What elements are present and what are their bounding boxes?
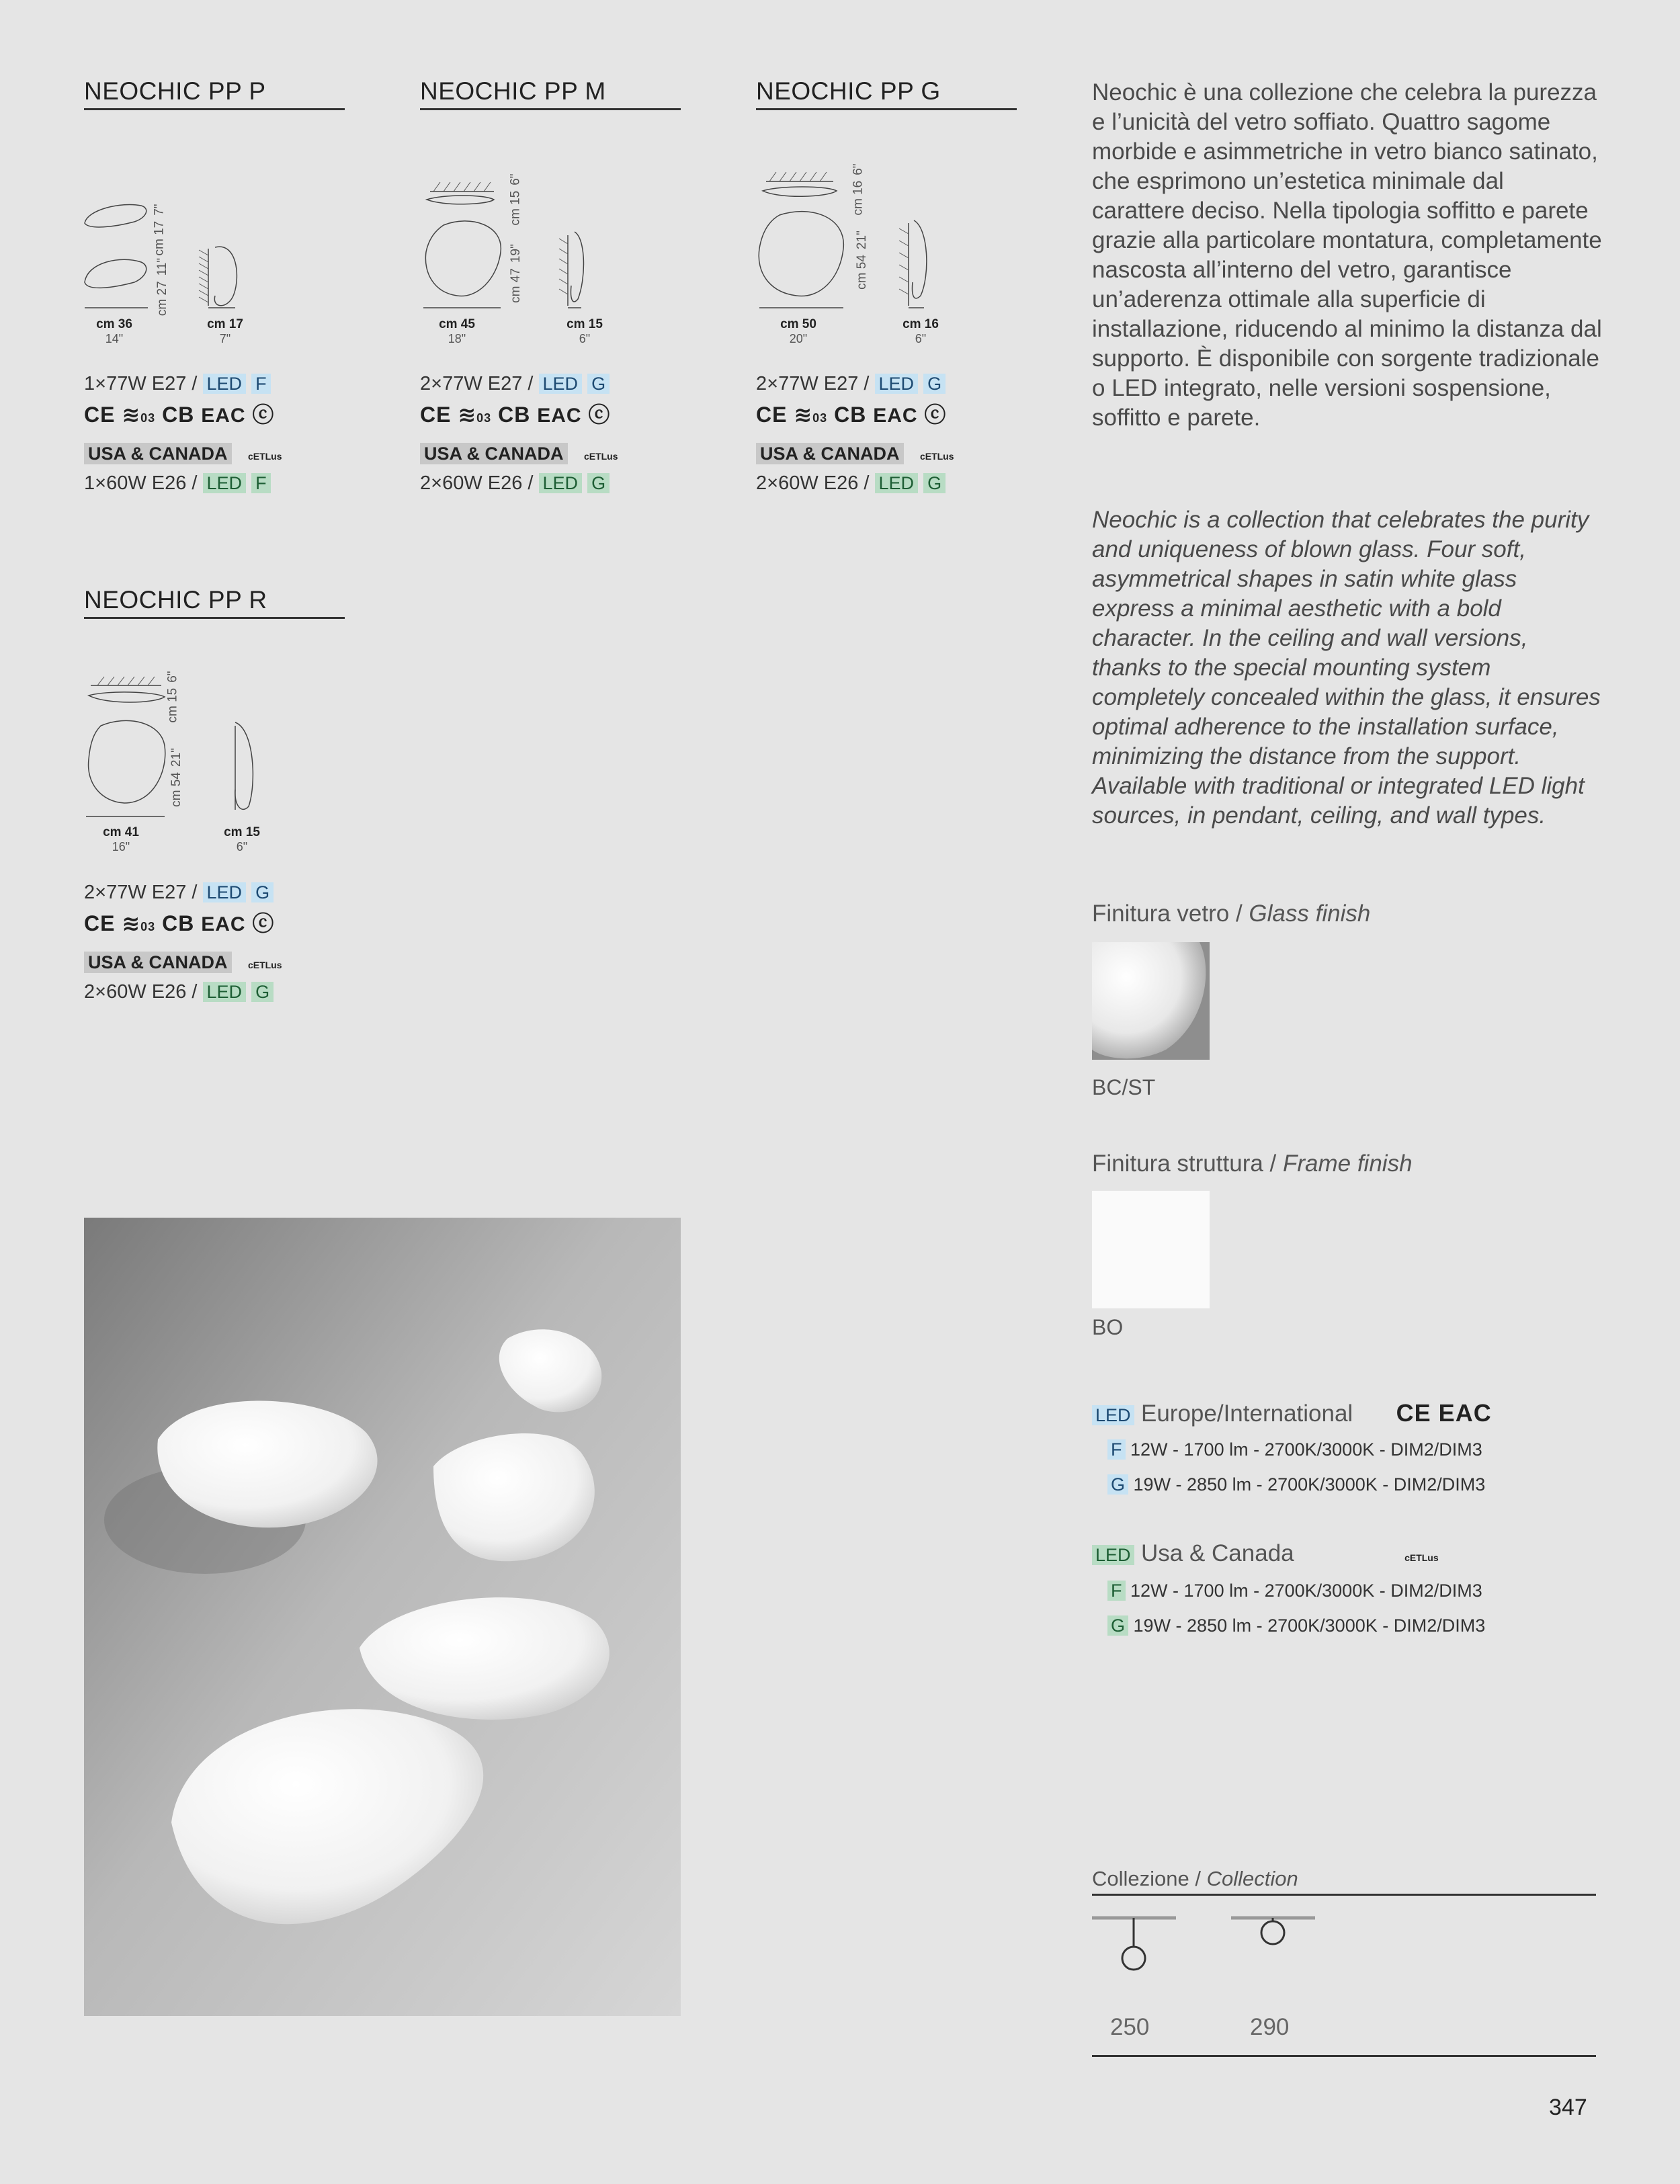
- description-italian: Neochic è una collezione che celebra la purezza e l’unicità del vetro soffiato. Quattro sagome morbide e asimmetriche in vetro bianco satinato, che esprimono un’estetica minimale dal carattere deciso. Nella tipologia soffitto e parete grazie alla particolare montatura, completamente nascosta all’interno del vetro, garantisce un’aderenza ottimale alla superficie di installazione, riducendo al minimo la distanza dal supporto. È disponibile con sorgente tradizionale o LED integrato, nelle versioni sospensione, soffitto e parete.: [1092, 79, 1602, 431]
- spec-us: 2×60W E26 / LED G: [84, 981, 274, 1003]
- product-photo: [84, 1218, 681, 2016]
- dim-depth: cm 16 6": [902, 317, 939, 345]
- product-title: NEOCHIC PP R: [84, 586, 345, 619]
- product-title: NEOCHIC PP P: [84, 77, 345, 110]
- frame-finish-code: BO: [1092, 1315, 1124, 1339]
- frame-finish-label: Finitura struttura / Frame finish: [1092, 1150, 1413, 1177]
- dim-width: cm 50 20": [780, 317, 816, 345]
- dim-width: cm 41 16": [103, 825, 139, 853]
- collection-bottom-rule: [1092, 2055, 1596, 2057]
- dim-height-1: cm 156": [508, 173, 523, 226]
- spec-eu: 2×77W E27 / LED G: [84, 882, 274, 904]
- glass-finish-swatch: [1092, 942, 1210, 1060]
- dim-height-2: cm 5421": [169, 748, 183, 807]
- dim-depth: cm 15 6": [566, 317, 603, 345]
- spec-us: 2×60W E26 / LED G: [756, 472, 946, 495]
- led-eu-row: F 12W - 1700 lm - 2700K/3000K - DIM2/DIM3: [1107, 1439, 1482, 1460]
- dim-height-2: cm 2711": [155, 257, 170, 317]
- dim-height-2: cm 5421": [854, 230, 869, 290]
- page-number: 347: [1549, 2095, 1587, 2120]
- usa-row: USA & CANADA cETLus: [420, 444, 618, 464]
- glass-finish-label: Finitura vetro / Glass finish: [1092, 900, 1371, 927]
- dim-height-1: cm 177": [152, 204, 167, 256]
- product-block-r: [84, 586, 345, 619]
- spec-eu: 2×77W E27 / LED G: [420, 373, 610, 395]
- usa-row: USA & CANADA cETLus: [84, 444, 282, 464]
- cert-icons: CE ≋03 CB EAC ⓒ: [420, 403, 611, 427]
- spec-us: 1×60W E26 / LED F: [84, 472, 271, 495]
- pendant-icon: [1092, 1914, 1179, 1974]
- spec-eu: 1×77W E27 / LED F: [84, 373, 271, 395]
- cert-icons: CE ≋03 CB EAC ⓒ: [756, 403, 947, 427]
- description-english: Neochic is a collection that celebrates the purity and uniqueness of blown glass. Four soft, asymmetrical shapes in satin white glass express a minimal aesthetic with a bold character. In the ceiling and wall versions, thanks to the special mounting system completely concealed within the glass, it ensures optimal adherence to the installation surface, minimizing the distance from the support. Available with traditional or integrated LED light sources, in pendant, ceiling, and wall types.: [1092, 507, 1601, 829]
- led-eu-header: LED Europe/International CE EAC: [1092, 1399, 1492, 1427]
- dim-width: cm 45 18": [439, 317, 475, 345]
- usa-row: USA & CANADA cETLus: [84, 952, 282, 973]
- dim-height-2: cm 4719": [508, 244, 523, 303]
- product-block-m: [420, 77, 681, 110]
- spec-us: 2×60W E26 / LED G: [420, 472, 610, 495]
- collection-label: Collezione / Collection: [1092, 1867, 1596, 1896]
- usa-row: USA & CANADA cETLus: [756, 444, 954, 464]
- dim-depth: cm 15 6": [224, 825, 260, 853]
- product-block-p: [84, 77, 345, 110]
- product-block-g: [756, 77, 1017, 110]
- spec-eu: 2×77W E27 / LED G: [756, 373, 946, 395]
- led-us-header: LED Usa & Canada cETLus: [1092, 1540, 1439, 1567]
- led-us-row: G 19W - 2850 lm - 2700K/3000K - DIM2/DIM3: [1107, 1615, 1485, 1636]
- product-title: NEOCHIC PP G: [756, 77, 1017, 110]
- dim-width: cm 36 14": [96, 317, 132, 345]
- collection-item-290[interactable]: 290: [1250, 2014, 1290, 2040]
- cert-icons: CE ≋03 CB EAC ⓒ: [84, 403, 275, 427]
- ceiling-icon: [1231, 1914, 1318, 1974]
- led-us-row: F 12W - 1700 lm - 2700K/3000K - DIM2/DIM3: [1107, 1581, 1482, 1601]
- dim-height-1: cm 166": [851, 163, 866, 216]
- dim-height-1: cm 156": [165, 671, 180, 723]
- product-title: NEOCHIC PP M: [420, 77, 681, 110]
- cert-icons: CE ≋03 CB EAC ⓒ: [84, 911, 275, 935]
- collection-item-250[interactable]: 250: [1110, 2014, 1150, 2040]
- led-eu-row: G 19W - 2850 lm - 2700K/3000K - DIM2/DIM3: [1107, 1474, 1485, 1495]
- glass-finish-code: BC/ST: [1092, 1075, 1156, 1099]
- frame-finish-swatch: [1092, 1191, 1210, 1308]
- drawing-pp-p: [81, 175, 282, 323]
- dim-depth: cm 17 7": [207, 317, 243, 345]
